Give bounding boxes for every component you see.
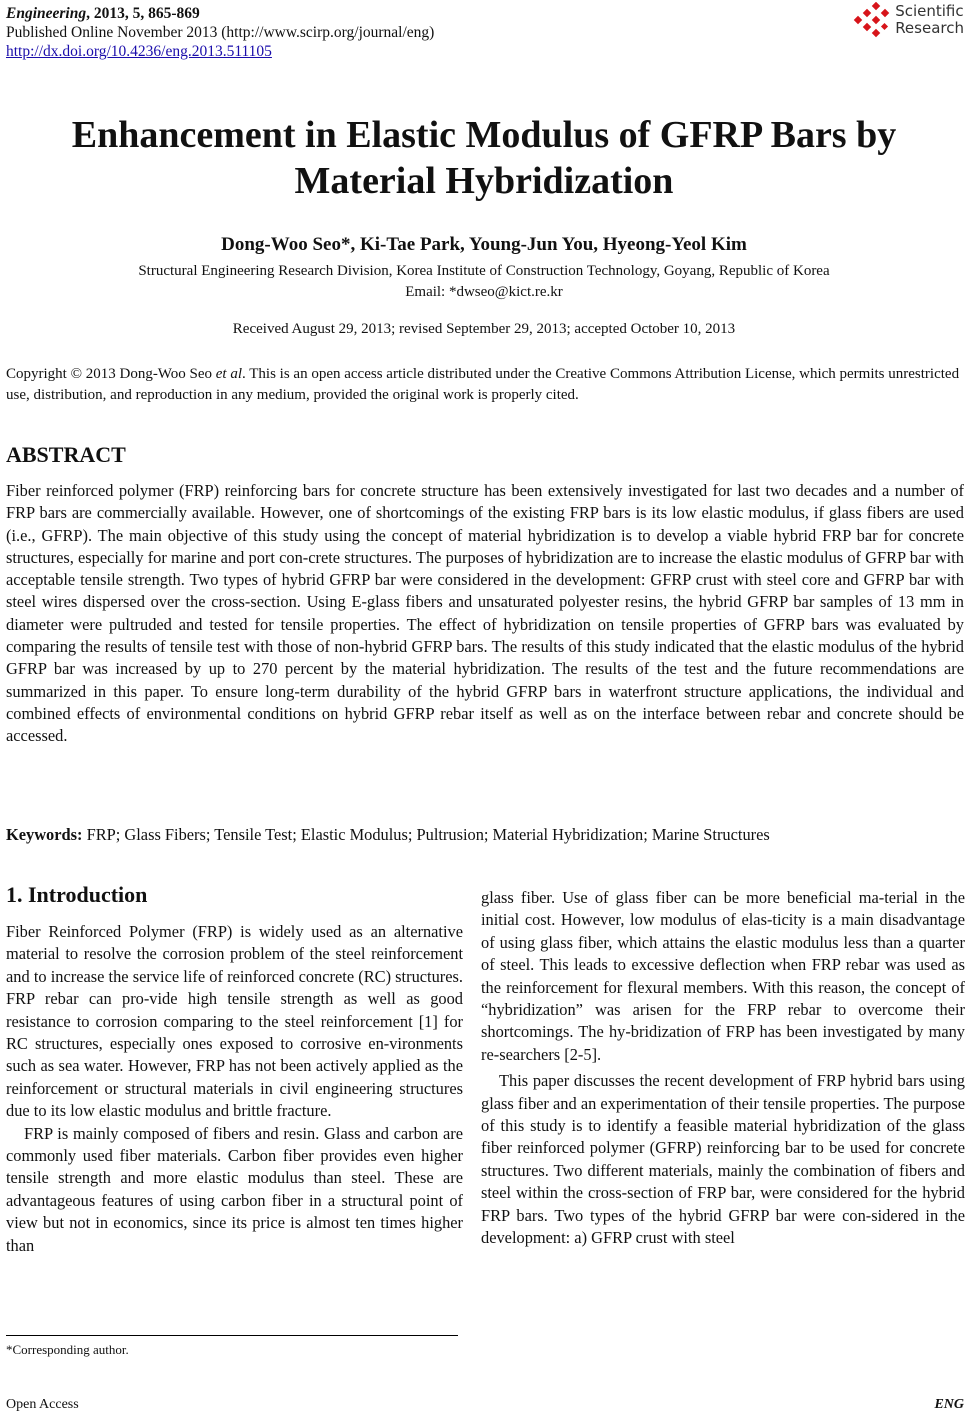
abstract-heading: ABSTRACT xyxy=(6,442,126,467)
paragraph: glass fiber. Use of glass fiber can be more beneficial ma-terial in the initial cost. However, low modulus of elas-ticity is a main disadvantage of using glass fiber, which attains the elastic modulus less than a quarter of steel. This leads to excessive deflection when FRP rebar was used as the reinforcement for flexural members. With this reason, the concept of “hybridization” was arisen for the FRP rebar to overcome their shortcomings. The hy-bridization of FRP has been investigated by many re-searchers [2-5]. xyxy=(481,888,965,1064)
affiliation-block xyxy=(0,261,968,303)
paper-title xyxy=(0,112,968,204)
copyright-etal: et al xyxy=(215,366,243,382)
footnote: *Corresponding author. xyxy=(6,1342,129,1357)
diamond-logo-icon xyxy=(851,2,891,38)
title-line-1: Enhancement in Elastic Modulus of GFRP Bars by xyxy=(71,114,897,156)
copyright-pre: Copyright © 2013 Dong-Woo Seo xyxy=(6,366,216,382)
email: Email: *dwseo@kict.re.kr xyxy=(405,284,563,300)
footnote-divider xyxy=(6,1335,458,1336)
right-column xyxy=(481,887,965,1250)
paragraph: Fiber Reinforced Polymer (FRP) is widely used as an alternative material to resolve the corrosion problem of the steel reinforcement and to increase the service life of reinforced concrete (RC) structures. FRP rebar can pro-vide high tensile strength as well as good resistance to corrosion comparing to the steel reinforcement [1] for RC structures, especially ones exposed to corrosive en-vironments such as sea water. However, FRP has not been actively applied as the reinforcement or structural materials in civil engineering structures due to its low elastic modulus and brittle fracture. xyxy=(6,922,463,1121)
copyright-post: . This is an open access article distributed under the Creative Commons Attribution License, which permits unrestricted use, distribution, and reproduction in any medium, provided the original work is properly cited. xyxy=(6,366,960,403)
abstract-text: Fiber reinforced polymer (FRP) reinforcing bars for concrete structure has been extensively investigated for last two decades and a number of FRP bars are commercially available. However, one of shortcomings of the existing FRP bars is its low elastic modulus, if glass fibers are used (i.e., GFRP). The main objective of this study using the concept of material hybridization is to develop a viable hybrid FRP bar for concrete structures, especially for marine and port con-crete structures. The purposes of hybridization are to increase the elastic modulus of GFRP bar with acceptable tensile strength. Two types of hybrid GFRP bar were considered in the development: GFRP crust with steel core and GFRP bar with steel wires dispersed over the cross-section. Using E-glass fibers and unsaturated polyester resins, the hybrid GFRP bar samples of 13 mm in diameter were pultruded and tested for tensile properties. The effect of hybridization on tensile properties of GFRP bars was evaluated by comparing the results of tensile test with those of non-hybrid GFRP bars. The results of this study indicated that the elastic modulus of the hybrid GFRP bar was increased by up to 270 percent by the material hybridization. The results of the test and the future recommendations are summarized in this paper. To ensure long-term durability of the hybrid GFRP bars in waterfront structure applications, the individual and combined effects of environmental conditions on hybrid GFRP rebar itself as well as on the interface between rebar and concrete should be accessed. xyxy=(6,481,964,746)
citation: , 2013, 5, 865-869 xyxy=(86,5,200,22)
published-line: Published Online November 2013 (http://www.scirp.org/journal/eng) xyxy=(6,24,435,41)
logo-text-2: Research xyxy=(895,19,964,37)
left-column xyxy=(6,921,463,1257)
logo-text-1: Scientific xyxy=(895,2,964,20)
paragraph: This paper discusses the recent development of FRP hybrid bars using glass fiber and an experimentation of their tensile properties. The purpose of this study is to identify a feasible material hybridization of the glass fiber reinforced polymer (GFRP) reinforcing bar to be used for concrete structures. Two different materials, mainly the combination of fibers and steel within the cross-section of FRP bar, were considered for the hybrid FRP bars. Two types of the hybrid GFRP bar were con-sidered in the development: a) GFRP crust with steel xyxy=(481,1071,965,1248)
footer-journal: ENG xyxy=(934,1397,964,1412)
keywords-list: FRP; Glass Fibers; Tensile Test; Elastic Modulus; Pultrusion; Material Hybridization; Marine Structures xyxy=(82,825,770,844)
title-line-2: Material Hybridization xyxy=(294,160,674,202)
keywords-label: Keywords: xyxy=(6,825,83,844)
authors: Dong-Woo Seo*, Ki-Tae Park, Young-Jun You, Hyeong-Yeol Kim xyxy=(221,234,747,255)
keywords xyxy=(6,825,770,845)
received-dates: Received August 29, 2013; revised September 29, 2013; accepted October 10, 2013 xyxy=(232,321,736,337)
copyright-notice xyxy=(6,364,964,406)
doi-link[interactable]: http://dx.doi.org/10.4236/eng.2013.511105 xyxy=(6,43,272,60)
paragraph: FRP is mainly composed of fibers and resin. Glass and carbon are commonly used fiber materials. Carbon fiber provides even higher tensile strength and more elastic modulus than steel. These are advantageous features of using carbon fiber in a structural point of view but not in economics, since its price is almost ten times higher than xyxy=(6,1123,463,1255)
introduction-heading: 1. Introduction xyxy=(6,882,148,907)
publisher-logo xyxy=(851,2,964,38)
page-footer xyxy=(6,1397,964,1413)
footer-open-access: Open Access xyxy=(6,1397,79,1412)
affiliation: Structural Engineering Research Division, Korea Institute of Construction Technology, Goyang, Republic of Korea xyxy=(138,263,830,279)
journal-name: Engineering xyxy=(6,5,87,22)
journal-header xyxy=(6,4,434,61)
